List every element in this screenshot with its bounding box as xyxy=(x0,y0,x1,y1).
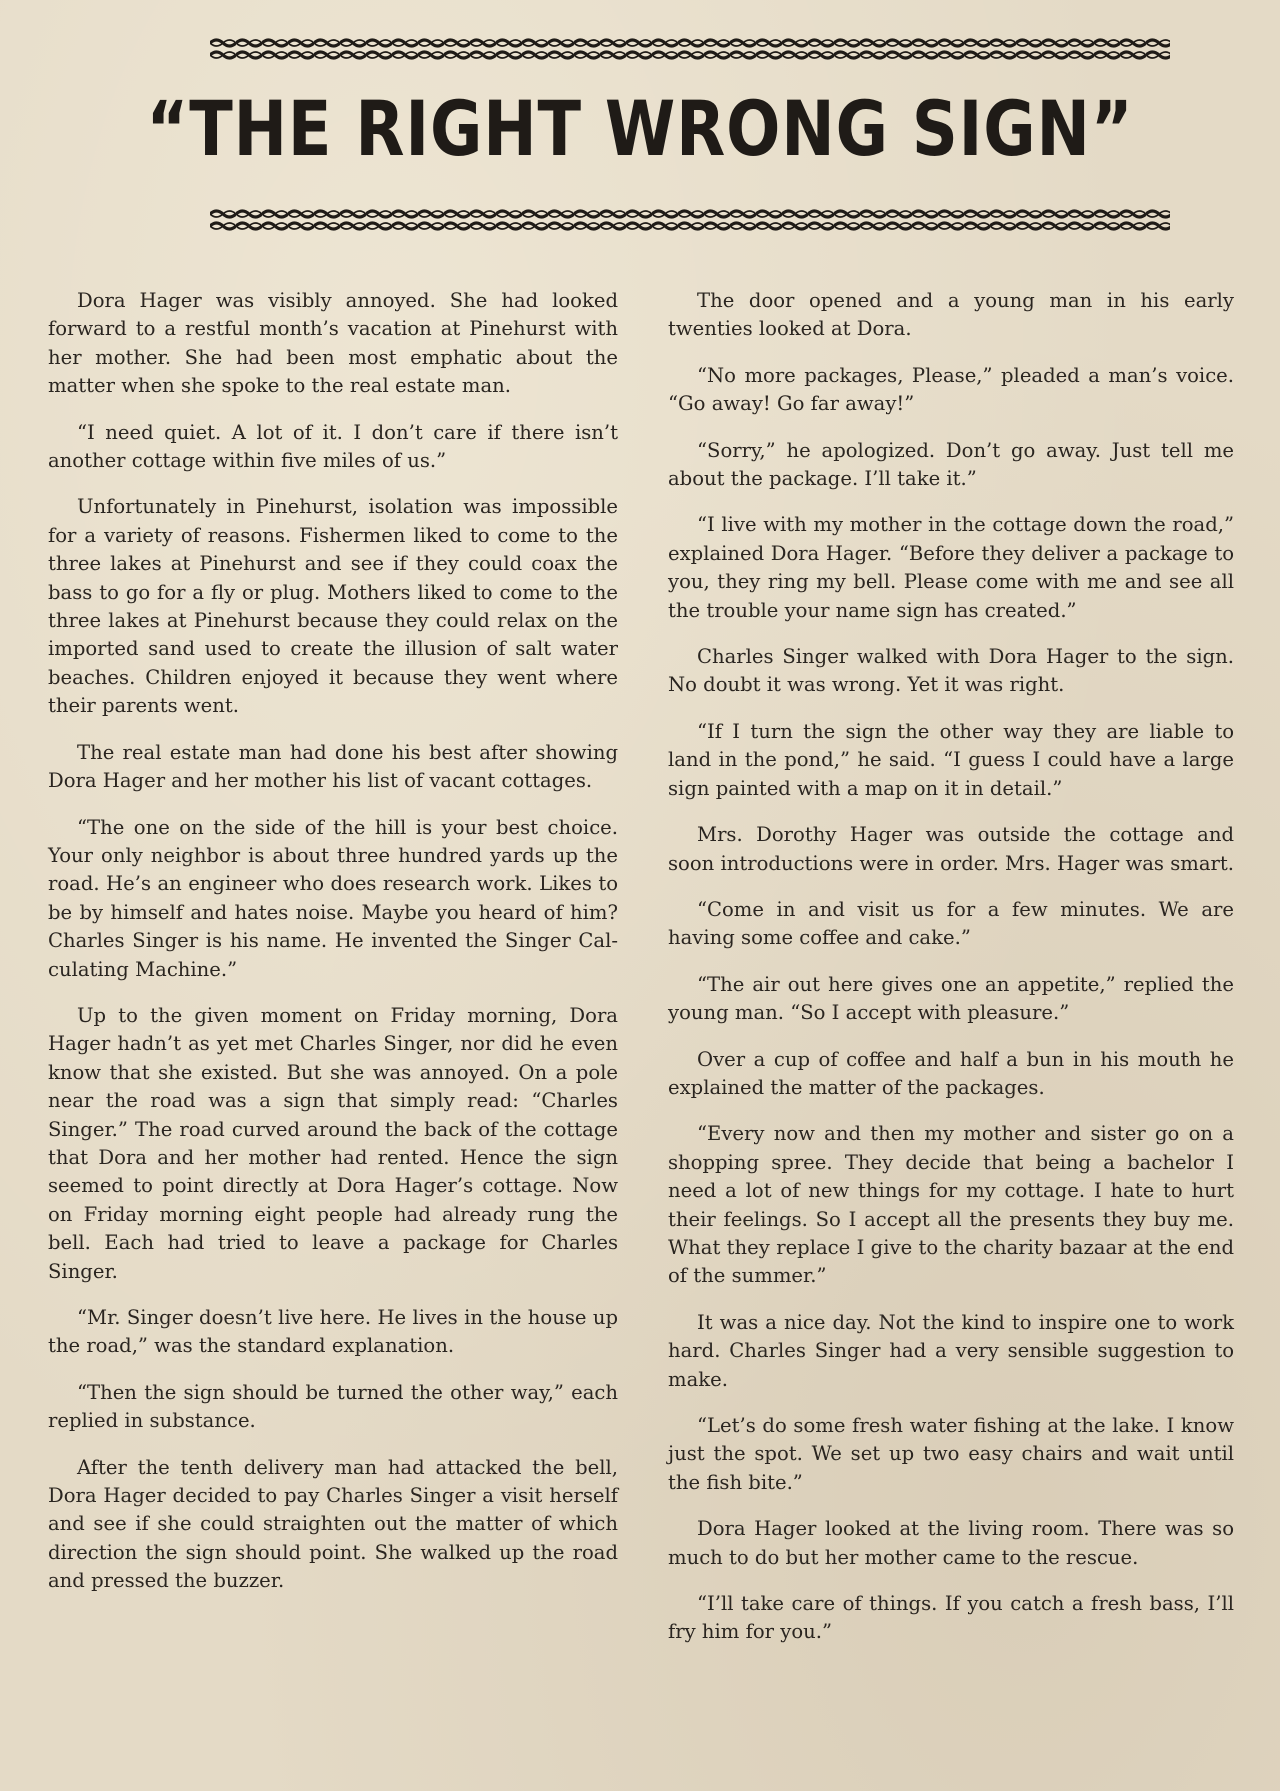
paragraph: Dora Hager looked at the living room. There was so much to do but her mother came to the rescue. xyxy=(668,1517,1234,1569)
paragraph: Unfortunately in Pinehurst, isolation was impossible for a variety of reasons. Fishermen liked to come to the three lakes at Pinehurst and see if they could coax the bass to go for a fly or plug. Mothers liked to come to the three lakes at Pinehurst because they could relax on the imported sand used to create the illusion of salt water beaches. Children enjoyed it because they went where their parents went. xyxy=(48,495,618,718)
paragraph: “No more packages, Please,” pleaded a man’s voice. “Go away! Go far away!” xyxy=(668,363,1234,416)
story-title: “THE RIGHT WRONG SIGN” xyxy=(146,84,1134,173)
paragraph: “I need quiet. A lot of it. I don’t care if there isn’t another cottage within five miles of us.” xyxy=(48,420,618,473)
paragraph: Up to the given moment on Friday morning, Dora Hager hadn’t as yet met Charles Singer, nor did he even know that she existed. But she was annoyed. On a pole near the road was a sign that simply read: “Charles Singer.” The road curved around the back of the cottage that Dora and her mother had rented. Hence the sign seemed to point directly at Dora Hager’s cottage. Now on Friday morning eight people had already rung the bell. Each had tried to leave a package for Charles Singer. xyxy=(48,1003,618,1283)
paragraph: “Every now and then my mother and sister go on a shopping spree. They decide that being a bachelor I need a lot of new things for my cottage. I hate to hurt their feelings. So I accept all the presents they buy me. What they replace I give to the charity bazaar at the end of the summer.” xyxy=(668,1122,1234,1288)
bottom-chain-border-icon xyxy=(210,205,1170,235)
paragraph: Dora Hager was visibly annoyed. She had looked forward to a restful month’s vacation at Pinehurst with her mother. She had been most emphatic about the matter when she spoke to the real estate man. xyxy=(48,289,618,398)
paragraph: Over a cup of coffee and half a bun in his mouth he explained the matter of the packages. xyxy=(668,1047,1234,1099)
paragraph: “I live with my mother in the cottage down the road,” explained Dora Hager. “Before they deliver a package to you, they ring my bell. Please come with me and see all the trouble your name sign has created.” xyxy=(668,513,1234,622)
paragraph: “The one on the side of the hill is your best choice. Your only neighbor is about three hundred yards up the road. He’s an engineer who does research work. Likes to be by himself and hates noise. Maybe you heard of him? Charles Singer is his name. He invented the Singer Calculating Machine.” xyxy=(48,815,618,981)
paragraph: “Mr. Singer doesn’t live here. He lives in the house up the road,” was the standard explanation. xyxy=(48,1306,618,1358)
paragraph: “Come in and visit us for a few minutes. We are having some coffee and cake.” xyxy=(668,897,1234,950)
paragraph: “I’ll take care of things. If you catch a fresh bass, I’ll fry him for you.” xyxy=(668,1592,1234,1644)
paragraph: Charles Singer walked with Dora Hager to the sign. No doubt it was wrong. Yet it was right. xyxy=(668,645,1234,697)
right-column xyxy=(668,287,1234,1665)
paragraph: “Let’s do some fresh water fishing at the lake. I know just the spot. We set up two easy chairs and wait until the fish bite.” xyxy=(668,1414,1234,1494)
paragraph: The real estate man had done his best after showing Dora Hager and her mother his list of vacant cottages. xyxy=(48,740,618,793)
paragraph: The door opened and a young man in his early twenties looked at Dora. xyxy=(668,289,1234,341)
left-column xyxy=(48,287,618,1614)
paragraph: Mrs. Dorothy Hager was outside the cottage and soon introductions were in order. Mrs. Hager was smart. xyxy=(668,823,1234,875)
paragraph: It was a nice day. Not the kind to inspire one to work hard. Charles Singer had a very sensible suggestion to make. xyxy=(668,1310,1234,1391)
paragraph: “Then the sign should be turned the other way,” each replied in substance. xyxy=(48,1380,618,1433)
paragraph: “If I turn the sign the other way they are liable to land in the pond,” he said. “I guess I could have a large sign painted with a map on it in detail.” xyxy=(668,719,1234,800)
paragraph: “The air out here gives one an appetite,” replied the young man. “So I accept with pleasure.” xyxy=(668,972,1234,1025)
paragraph: After the tenth delivery man had attacked the bell, Dora Hager decided to pay Charles Singer a visit herself and see if she could straighten out the matter of which direction the sign should point. She walked up the road and pressed the buzzer. xyxy=(48,1455,618,1593)
paragraph: “Sorry,” he apologized. Don’t go away. Just tell me about the package. I’ll take it.” xyxy=(668,438,1234,491)
top-chain-border-icon xyxy=(210,34,1170,64)
